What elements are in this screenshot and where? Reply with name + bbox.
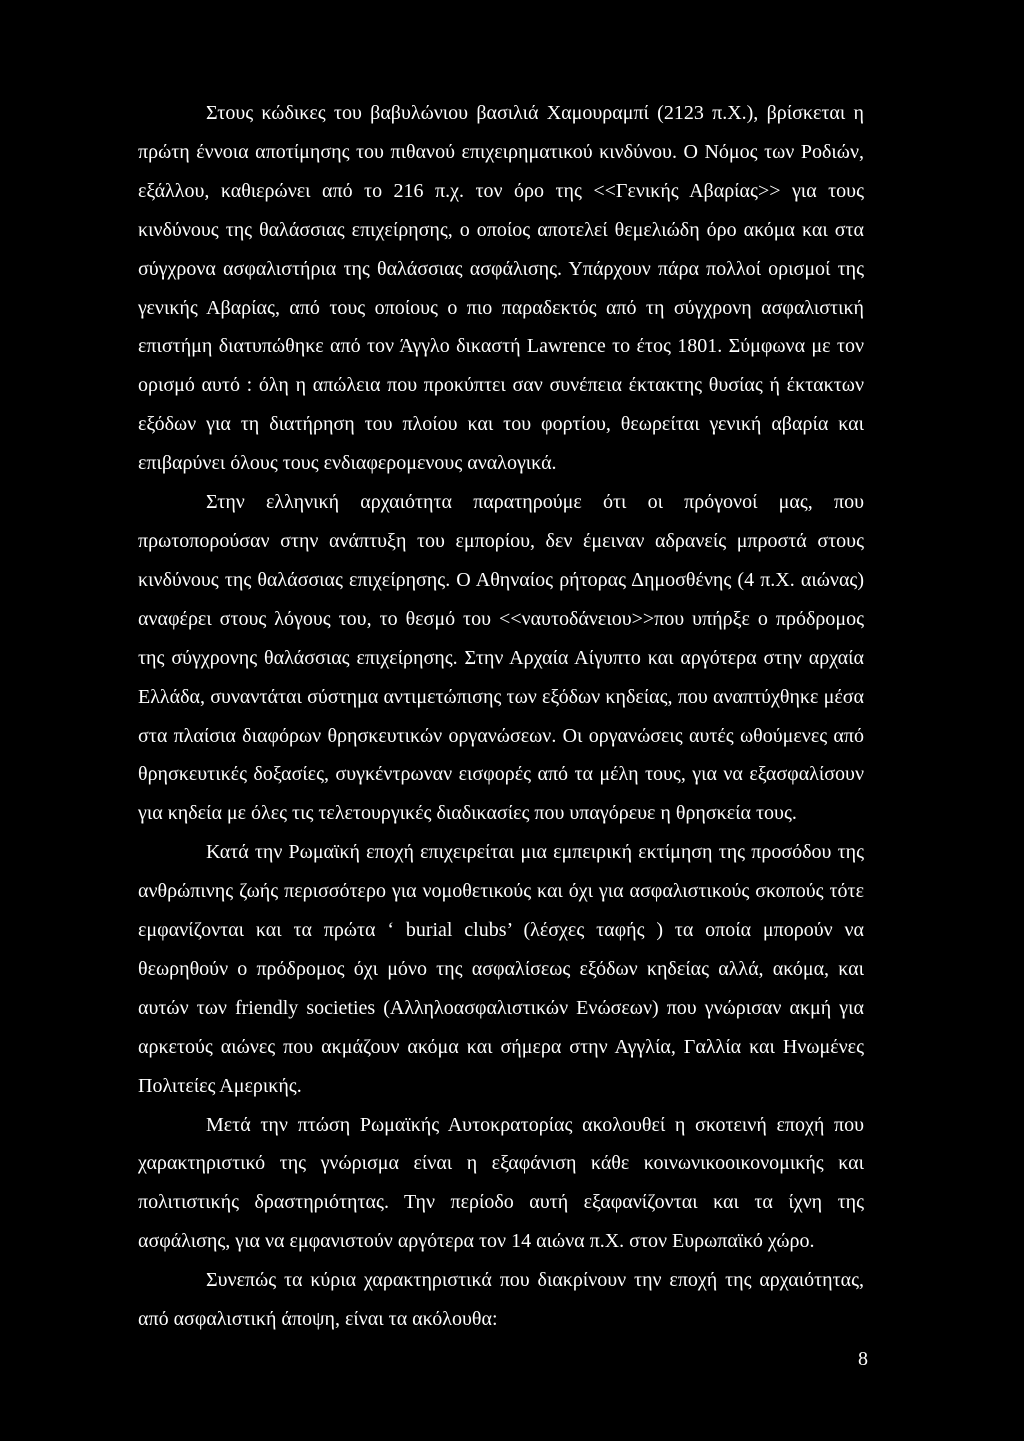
paragraph-roman-era: Κατά την Ρωμαϊκή εποχή επιχειρείται μια εμπειρική εκτίμηση της προσόδου της ανθρώπινης ζωής περισσότερο για νομοθετικούς και όχι για ασφαλιστικούς σκοπούς τότε εμφανίζονται και τα πρώτα ‘ burial clubs’ (λέσχες ταφής ) τα οποία μπορούν να θεωρηθούν ο πρόδρομος όχι μόνο της ασφαλίσεως εξόδων κηδείας αλλά, ακόμα, και αυτών των friendly societies (Αλληλοασφαλιστικών Ενώσεων) που γνώρισαν ακμή για αρκετούς αιώνες που ακμάζουν ακόμα και σήμερα στην Αγγλία, Γαλλία και Ηνωμένες Πολιτείες Αμερικής. — [138, 841, 864, 1097]
page-body — [138, 94, 864, 1394]
paragraph-dark-ages: Μετά την πτώση Ρωμαϊκής Αυτοκρατορίας ακολουθεί η σκοτεινή εποχή που χαρακτηριστικό της γνώρισμα είναι η εξαφάνιση κάθε κοινωνικοοικονομικής και πολιτιστικής δραστηριότητας. Την περίοδο αυτή εξαφανίζονται και τα ίχνη της ασφάλισης, για να εμφανιστούν αργότερα τον 14 αιώνα π.Χ. στον Ευρωπαϊκό χώρο. — [138, 1113, 864, 1253]
paragraph-conclusion: Συνεπώς τα κύρια χαρακτηριστικά που διακρίνουν την εποχή της αρχαιότητας, από ασφαλιστική άποψη, είναι τα ακόλουθα: — [138, 1269, 864, 1331]
paragraph-ancient-greece: Στην ελληνική αρχαιότητα παρατηρούμε ότι οι πρόγονοί μας, που πρωτοπορούσαν στην ανάπτυξη του εμπορίου, δεν έμειναν αδρανείς μπροστά στους κινδύνους της θαλάσσιας επιχείρησης. Ο Αθηναίος ρήτορας Δημοσθένης (4 π.Χ. αιώνας) αναφέρει στους λόγους του, το θεσμό του <<ναυτοδάνειου>>που υπήρξε ο πρόδρομος της σύγχρονης θαλάσσιας επιχείρησης. Στην Αρχαία Αίγυπτο και αργότερα στην αρχαία Ελλάδα, συναντάται σύστημα αντιμετώπισης των εξόδων κηδείας, που αναπτύχθηκε μέσα στα πλαίσια διαφόρων θρησκευτικών οργανώσεων. Οι οργανώσεις αυτές ωθούμενες από θρησκευτικές δοξασίες, συγκέντρωναν εισφορές από τα μέλη τους, για να εξασφαλίσουν για κηδεία με όλες τις τελετουργικές διαδικασίες που υπαγόρευε η θρησκεία τους. — [138, 491, 864, 825]
paragraph-babylon-rhodes: Στους κώδικες του βαβυλώνιου βασιλιά Χαμουραμπί (2123 π.Χ.), βρίσκεται η πρώτη έννοια αποτίμησης του πιθανού επιχειρηματικού κινδύνου. Ο Νόμος των Ροδιών, εξάλλου, καθιερώνει από το 216 π.χ. τον όρο της <<Γενικής Αβαρίας>> για τους κινδύνους της θαλάσσιας επιχείρησης, ο οποίος αποτελεί θεμελιώδη όρο ακόμα και στα σύγχρονα ασφαλιστήρια της θαλάσσιας ασφάλισης. Υπάρχουν πάρα πολλοί ορισμοί της γενικής Αβαρίας, από τους οποίους ο πιο παραδεκτός από τη σύγχρονη ασφαλιστική επιστήμη διατυπώθηκε από τον Άγγλο δικαστή Lawrence το έτος 1801. Σύμφωνα με τον ορισμό αυτό : όλη η απώλεια που προκύπτει σαν συνέπεια έκτακτης θυσίας ή έκτακτων εξόδων για τη διατήρηση του πλοίου και του φορτίου, θεωρείται γενική αβαρία και επιβαρύνει όλους τους ενδιαφερομενους αναλογικά. — [138, 102, 864, 475]
page-number: 8 — [858, 1348, 868, 1370]
